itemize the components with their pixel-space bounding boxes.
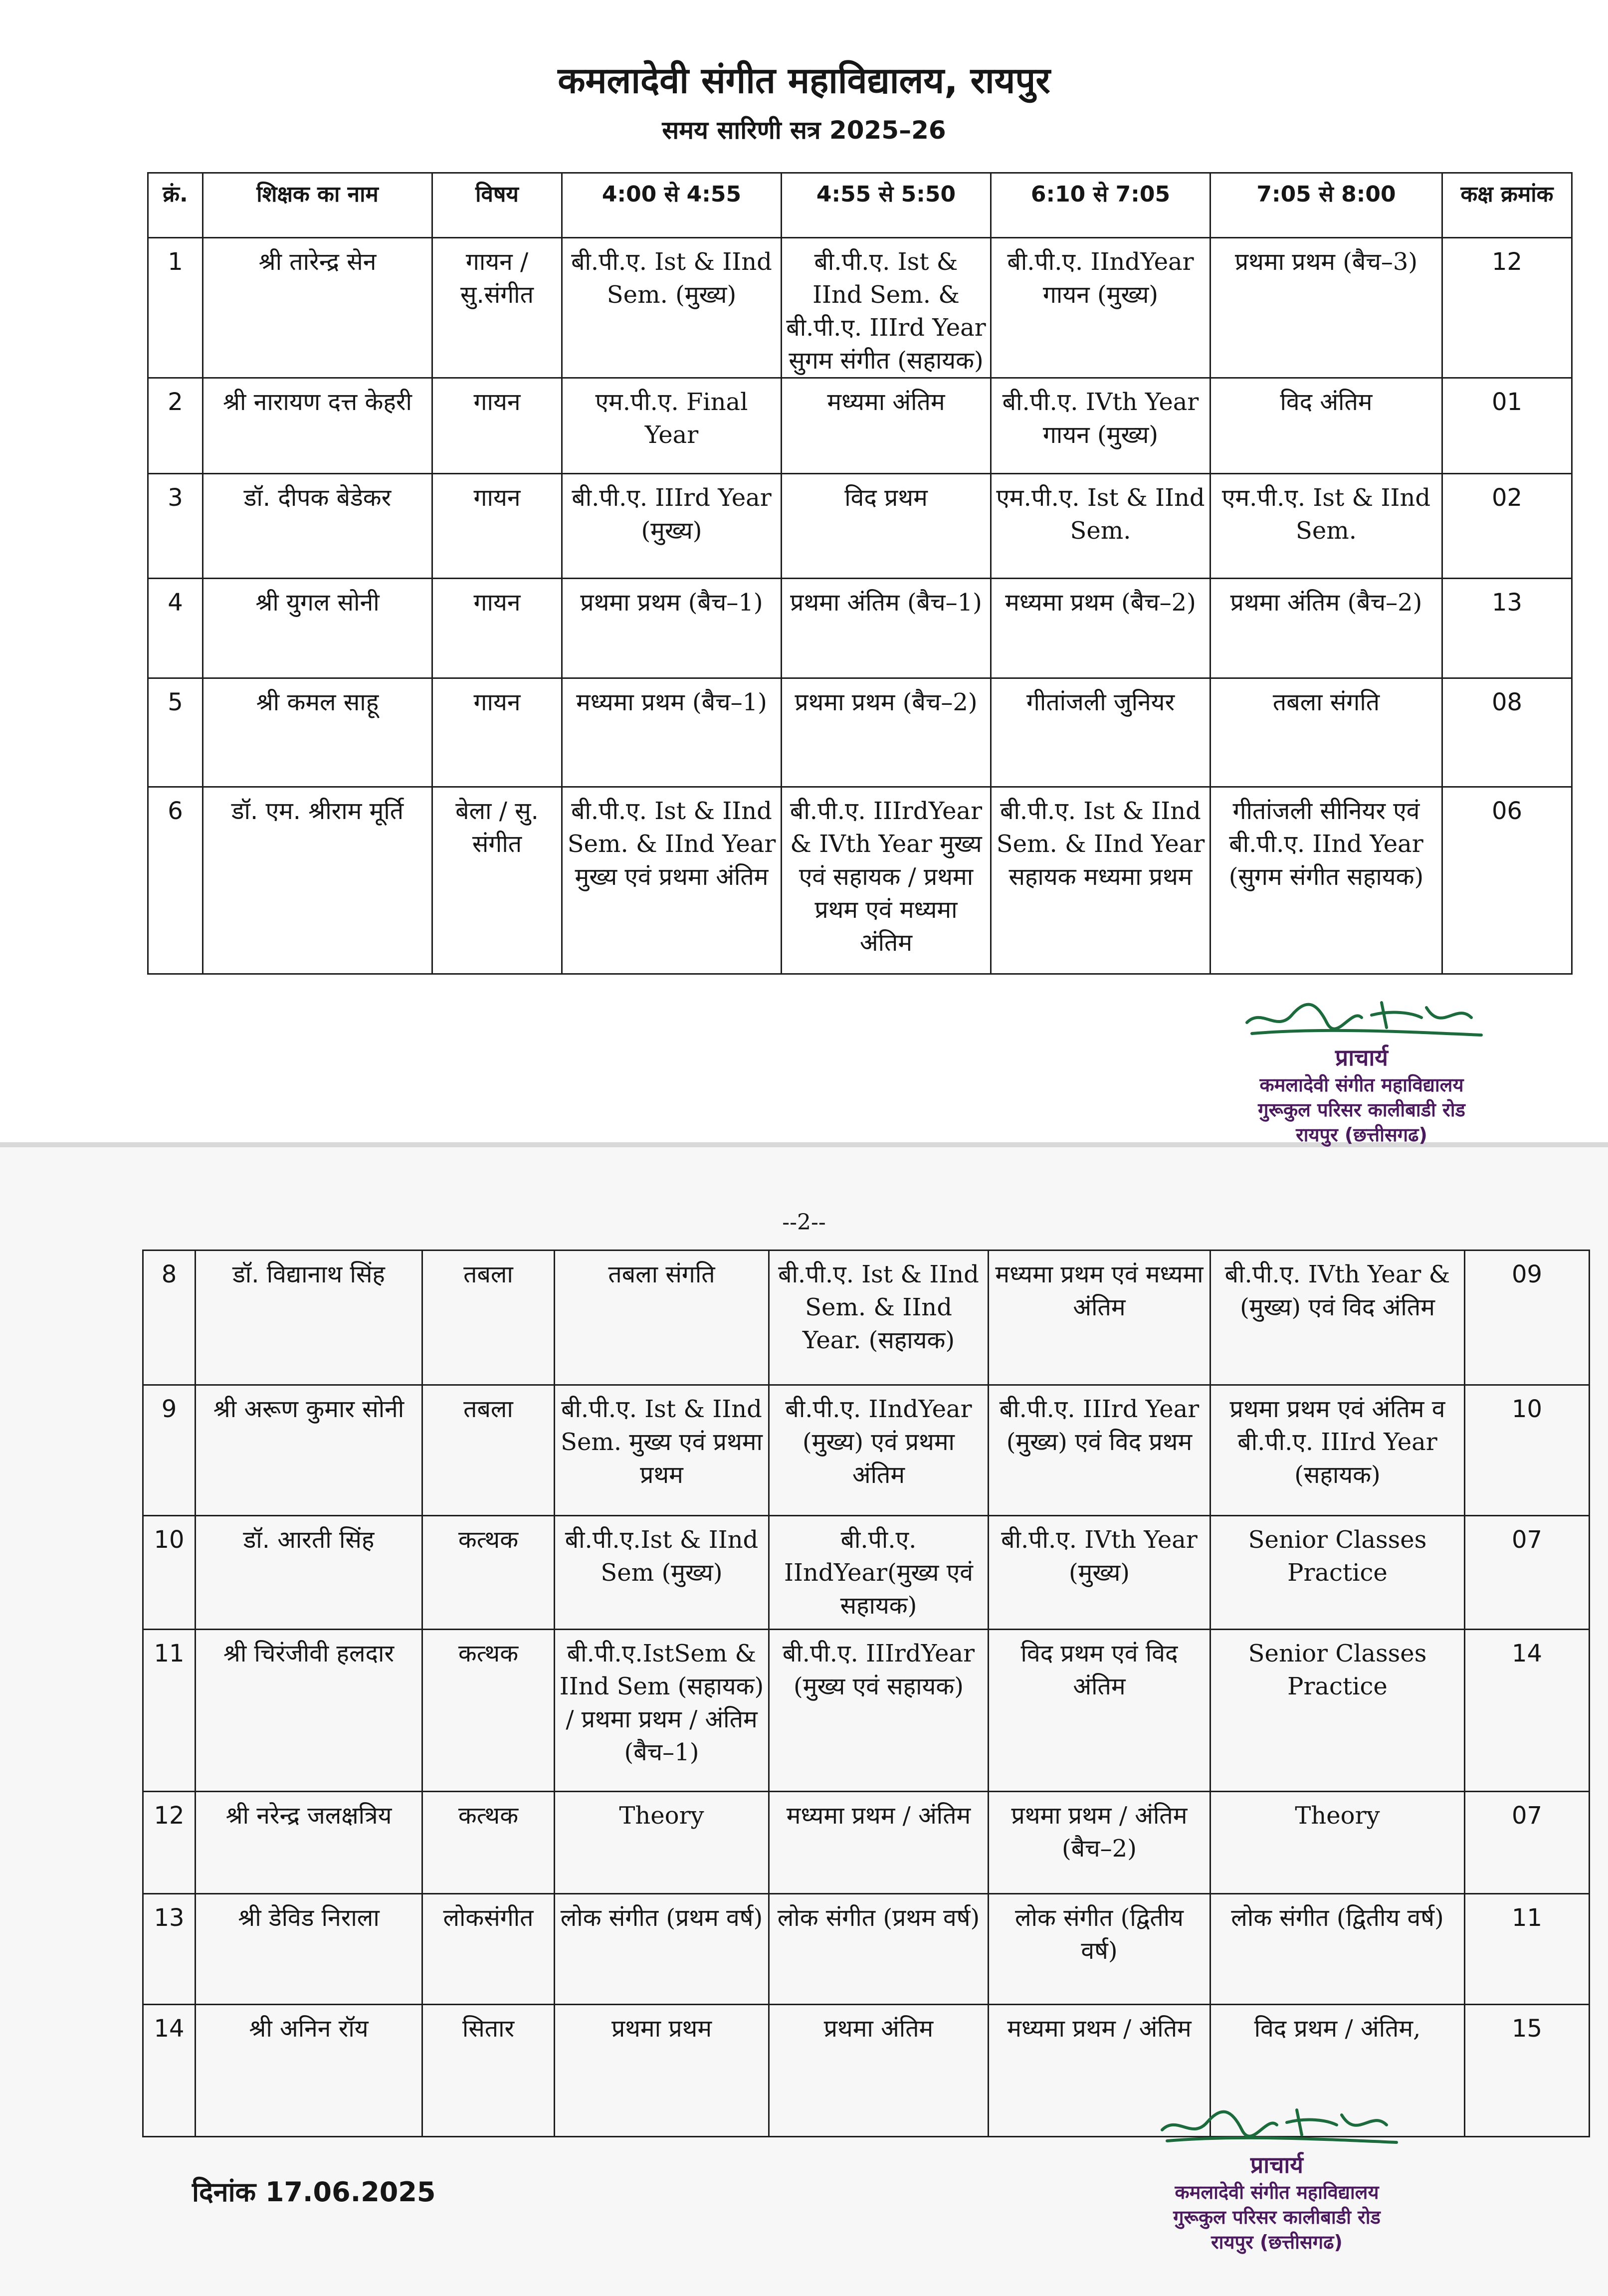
slot-3-cell: बी.पी.ए. Ist & IInd Sem. & IInd Year सहायक मध्यमा प्रथम: [991, 787, 1210, 974]
room-number-cell: 07: [1465, 1792, 1590, 1894]
timetable-page-two: [142, 1250, 1590, 2137]
principal-signature-block-1: [1197, 988, 1526, 1147]
issue-date: दिनांक 17.06.2025: [192, 2176, 436, 2208]
teacher-name-cell: श्री चिरंजीवी हलदार: [196, 1630, 422, 1792]
subject-cell: कत्थक: [422, 1516, 555, 1630]
table-row: [148, 378, 1572, 474]
slot-1-cell: बी.पी.ए.IstSem & IInd Sem (सहायक) / प्रथमा प्रथम / अंतिम (बैच–1): [555, 1630, 769, 1792]
subject-cell: गायन: [432, 378, 562, 474]
page-number: --2--: [782, 1210, 826, 1235]
subject-cell: गायन: [432, 474, 562, 579]
teacher-name-cell: श्री युगल सोनी: [203, 579, 432, 678]
slot-4-cell: Senior Classes Practice: [1210, 1630, 1465, 1792]
slot-2-cell: बी.पी.ए. IIIrdYear (मुख्य एवं सहायक): [769, 1630, 989, 1792]
slot-4-cell: प्रथमा अंतिम (बैच–2): [1210, 579, 1442, 678]
room-number-cell: 09: [1465, 1251, 1590, 1385]
slot-3-cell: एम.पी.ए. Ist & IInd Sem.: [991, 474, 1210, 579]
signature-scribble-icon: [1232, 988, 1491, 1043]
table-row: [143, 1251, 1590, 1385]
room-number-cell: 14: [1465, 1630, 1590, 1792]
slot-1-cell: प्रथमा प्रथम (बैच–1): [562, 579, 782, 678]
table-row: [143, 1630, 1590, 1792]
teacher-name-cell: डॉ. एम. श्रीराम मूर्ति: [203, 787, 432, 974]
serial-cell: 8: [143, 1251, 196, 1385]
room-number-cell: 12: [1442, 238, 1572, 378]
column-header-room: कक्ष क्रमांक: [1442, 173, 1572, 238]
slot-2-cell: बी.पी.ए. IIIrdYear & IVth Year मुख्य एवं सहायक / प्रथमा प्रथम एवं मध्यमा अंतिम: [782, 787, 991, 974]
teacher-name-cell: श्री तारेन्द्र सेन: [203, 238, 432, 378]
room-number-cell: 01: [1442, 378, 1572, 474]
principal-label: प्राचार्य: [1250, 2151, 1303, 2178]
room-number-cell: 15: [1465, 2005, 1590, 2137]
stamp-line-3: रायपुर (छत्तीसगढ): [1296, 1124, 1427, 1146]
stamp-line-2: गुरूकुल परिसर कालीबाडी रोड: [1173, 2206, 1381, 2228]
principal-label: प्राचार्य: [1335, 1044, 1388, 1071]
slot-3-cell: बी.पी.ए. IVth Year (मुख्य): [989, 1516, 1210, 1630]
room-number-cell: 08: [1442, 678, 1572, 787]
slot-1-cell: बी.पी.ए. Ist & IInd Sem. & IInd Year मुख्य एवं प्रथमा अंतिम: [562, 787, 782, 974]
slot-3-cell: मध्यमा प्रथम (बैच–2): [991, 579, 1210, 678]
column-header-slot-2: 4:55 से 5:50: [782, 173, 991, 238]
slot-2-cell: विद प्रथम: [782, 474, 991, 579]
document-subtitle: समय सारिणी सत्र 2025–26: [662, 116, 946, 145]
signature-scribble-icon: [1147, 2095, 1407, 2150]
slot-4-cell: विद प्रथम / अंतिम,: [1210, 2005, 1465, 2137]
stamp-line-3: रायपुर (छत्तीसगढ): [1211, 2231, 1343, 2253]
column-header-slot-3: 6:10 से 7:05: [991, 173, 1210, 238]
slot-3-cell: लोक संगीत (द्वितीय वर्ष): [989, 1894, 1210, 2005]
teacher-name-cell: श्री नारायण दत्त केहरी: [203, 378, 432, 474]
slot-4-cell: तबला संगति: [1210, 678, 1442, 787]
table-header-row: [148, 173, 1572, 238]
table-row: [148, 474, 1572, 579]
subject-cell: लोकसंगीत: [422, 1894, 555, 2005]
room-number-cell: 10: [1465, 1385, 1590, 1516]
slot-1-cell: Theory: [555, 1792, 769, 1894]
slot-2-cell: प्रथमा अंतिम: [769, 2005, 989, 2137]
table-row: [148, 238, 1572, 378]
table-row: [148, 579, 1572, 678]
subject-cell: गायन: [432, 579, 562, 678]
slot-1-cell: बी.पी.ए. Ist & IInd Sem. (मुख्य): [562, 238, 782, 378]
subject-cell: सितार: [422, 2005, 555, 2137]
slot-4-cell: एम.पी.ए. Ist & IInd Sem.: [1210, 474, 1442, 579]
serial-cell: 11: [143, 1630, 196, 1792]
slot-3-cell: गीतांजली जुनियर: [991, 678, 1210, 787]
slot-3-cell: बी.पी.ए. IIndYear गायन (मुख्य): [991, 238, 1210, 378]
serial-cell: 4: [148, 579, 203, 678]
teacher-name-cell: श्री कमल साहू: [203, 678, 432, 787]
slot-4-cell: प्रथमा प्रथम एवं अंतिम व बी.पी.ए. IIIrd Year (सहायक): [1210, 1385, 1465, 1516]
table-row: [143, 1516, 1590, 1630]
subject-cell: गायन / सु.संगीत: [432, 238, 562, 378]
subject-cell: गायन: [432, 678, 562, 787]
serial-cell: 6: [148, 787, 203, 974]
slot-2-cell: बी.पी.ए. IIndYear (मुख्य) एवं प्रथमा अंतिम: [769, 1385, 989, 1516]
slot-1-cell: लोक संगीत (प्रथम वर्ष): [555, 1894, 769, 2005]
slot-4-cell: लोक संगीत (द्वितीय वर्ष): [1210, 1894, 1465, 2005]
serial-cell: 5: [148, 678, 203, 787]
slot-1-cell: एम.पी.ए. Final Year: [562, 378, 782, 474]
stamp-line-2: गुरूकुल परिसर कालीबाडी रोड: [1258, 1099, 1465, 1121]
slot-3-cell: प्रथमा प्रथम / अंतिम (बैच–2): [989, 1792, 1210, 1894]
serial-cell: 10: [143, 1516, 196, 1630]
room-number-cell: 07: [1465, 1516, 1590, 1630]
slot-2-cell: बी.पी.ए. Ist & IInd Sem. & बी.पी.ए. IIIrd Year सुगम संगीत (सहायक): [782, 238, 991, 378]
slot-4-cell: Senior Classes Practice: [1210, 1516, 1465, 1630]
column-header-teacher: शिक्षक का नाम: [203, 173, 432, 238]
teacher-name-cell: डॉ. आरती सिंह: [196, 1516, 422, 1630]
room-number-cell: 13: [1442, 579, 1572, 678]
timetable-page-one: [147, 172, 1573, 975]
slot-3-cell: बी.पी.ए. IVth Year गायन (मुख्य): [991, 378, 1210, 474]
serial-cell: 1: [148, 238, 203, 378]
serial-cell: 13: [143, 1894, 196, 2005]
slot-4-cell: Theory: [1210, 1792, 1465, 1894]
serial-cell: 2: [148, 378, 203, 474]
slot-3-cell: मध्यमा प्रथम एवं मध्यमा अंतिम: [989, 1251, 1210, 1385]
teacher-name-cell: श्री नरेन्द्र जलक्षत्रिय: [196, 1792, 422, 1894]
document-title: कमलादेवी संगीत महाविद्यालय, रायपुर: [558, 59, 1050, 101]
slot-1-cell: तबला संगति: [555, 1251, 769, 1385]
principal-signature-block-2: [1107, 2095, 1446, 2255]
slot-2-cell: बी.पी.ए. IIndYear(मुख्य एवं सहायक): [769, 1516, 989, 1630]
stamp-line-1: कमलादेवी संगीत महाविद्यालय: [1259, 1074, 1464, 1096]
slot-4-cell: गीतांजली सीनियर एवं बी.पी.ए. IInd Year (सुगम संगीत सहायक): [1210, 787, 1442, 974]
slot-1-cell: बी.पी.ए.Ist & IInd Sem (मुख्य): [555, 1516, 769, 1630]
slot-2-cell: प्रथमा प्रथम (बैच–2): [782, 678, 991, 787]
stamp-line-1: कमलादेवी संगीत महाविद्यालय: [1175, 2181, 1379, 2203]
slot-2-cell: लोक संगीत (प्रथम वर्ष): [769, 1894, 989, 2005]
slot-4-cell: प्रथमा प्रथम (बैच–3): [1210, 238, 1442, 378]
subject-cell: तबला: [422, 1251, 555, 1385]
teacher-name-cell: डॉ. दीपक बेडेकर: [203, 474, 432, 579]
serial-cell: 12: [143, 1792, 196, 1894]
slot-1-cell: बी.पी.ए. Ist & IInd Sem. मुख्य एवं प्रथमा प्रथम: [555, 1385, 769, 1516]
room-number-cell: 11: [1465, 1894, 1590, 2005]
serial-cell: 14: [143, 2005, 196, 2137]
slot-3-cell: विद प्रथम एवं विद अंतिम: [989, 1630, 1210, 1792]
room-number-cell: 02: [1442, 474, 1572, 579]
subject-cell: कत्थक: [422, 1792, 555, 1894]
teacher-name-cell: श्री अरूण कुमार सोनी: [196, 1385, 422, 1516]
slot-2-cell: प्रथमा अंतिम (बैच–1): [782, 579, 991, 678]
slot-4-cell: विद अंतिम: [1210, 378, 1442, 474]
table-row: [143, 1385, 1590, 1516]
slot-2-cell: बी.पी.ए. Ist & IInd Sem. & IInd Year. (सहायक): [769, 1251, 989, 1385]
column-header-slot-4: 7:05 से 8:00: [1210, 173, 1442, 238]
table-row: [148, 678, 1572, 787]
subject-cell: तबला: [422, 1385, 555, 1516]
slot-1-cell: मध्यमा प्रथम (बैच–1): [562, 678, 782, 787]
table-row: [143, 1792, 1590, 1894]
slot-3-cell: बी.पी.ए. IIIrd Year (मुख्य) एवं विद प्रथम: [989, 1385, 1210, 1516]
subject-cell: कत्थक: [422, 1630, 555, 1792]
page-one: [0, 0, 1608, 1146]
column-header-serial: क्रं.: [148, 173, 203, 238]
page-two: [0, 1147, 1608, 2296]
slot-1-cell: प्रथमा प्रथम: [555, 2005, 769, 2137]
teacher-name-cell: श्री डेविड निराला: [196, 1894, 422, 2005]
slot-2-cell: मध्यमा अंतिम: [782, 378, 991, 474]
teacher-name-cell: श्री अनिन रॉय: [196, 2005, 422, 2137]
slot-4-cell: बी.पी.ए. IVth Year & (मुख्य) एवं विद अंतिम: [1210, 1251, 1465, 1385]
slot-1-cell: बी.पी.ए. IIIrd Year (मुख्य): [562, 474, 782, 579]
slot-2-cell: मध्यमा प्रथम / अंतिम: [769, 1792, 989, 1894]
subject-cell: बेला / सु. संगीत: [432, 787, 562, 974]
table-row: [148, 787, 1572, 974]
slot-3-cell: मध्यमा प्रथम / अंतिम: [989, 2005, 1210, 2137]
column-header-slot-1: 4:00 से 4:55: [562, 173, 782, 238]
serial-cell: 9: [143, 1385, 196, 1516]
teacher-name-cell: डॉ. विद्यानाथ सिंह: [196, 1251, 422, 1385]
column-header-subject: विषय: [432, 173, 562, 238]
serial-cell: 3: [148, 474, 203, 579]
room-number-cell: 06: [1442, 787, 1572, 974]
table-row: [143, 1894, 1590, 2005]
